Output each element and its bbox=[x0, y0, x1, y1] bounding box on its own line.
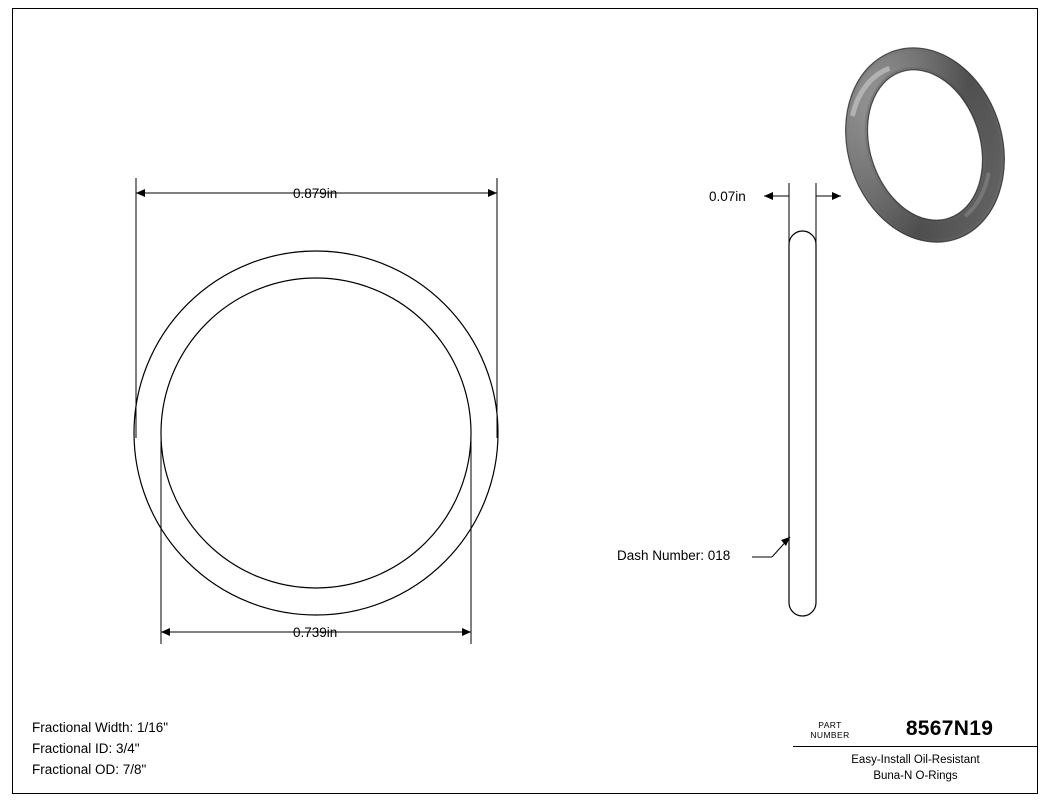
id-dimension bbox=[161, 433, 471, 644]
thickness-dimension bbox=[764, 183, 841, 243]
spec-fractional-width: Fractional Width: 1/16" bbox=[32, 720, 169, 735]
od-dimension-label: 0.879in bbox=[293, 186, 338, 201]
oring-3d-pictorial bbox=[821, 27, 1029, 263]
side-view-oring bbox=[789, 231, 816, 616]
description-line-2: Buna-N O-Rings bbox=[873, 770, 958, 782]
dash-number-leader bbox=[752, 537, 790, 557]
id-dimension-label: 0.739in bbox=[293, 625, 338, 640]
title-block-part-row bbox=[793, 712, 1038, 747]
spec-fractional-od: Fractional OD: 7/8" bbox=[32, 762, 147, 777]
part-number-value: 8567N19 bbox=[905, 717, 994, 740]
part-number-caption bbox=[793, 718, 867, 740]
description-line-1: Easy-Install Oil-Resistant bbox=[851, 754, 980, 766]
title-block-description bbox=[793, 747, 1038, 784]
od-dimension bbox=[136, 178, 497, 438]
dash-number-label: Dash Number: 018 bbox=[617, 548, 731, 563]
front-view-oring bbox=[134, 251, 498, 615]
thickness-dimension-label: 0.07in bbox=[709, 189, 746, 204]
spec-fractional-id: Fractional ID: 3/4" bbox=[32, 741, 140, 756]
specification-list bbox=[32, 717, 168, 780]
title-block bbox=[793, 712, 1038, 794]
part-number-caption-line1: PART bbox=[818, 720, 842, 730]
part-number-caption-line2: NUMBER bbox=[810, 730, 850, 740]
